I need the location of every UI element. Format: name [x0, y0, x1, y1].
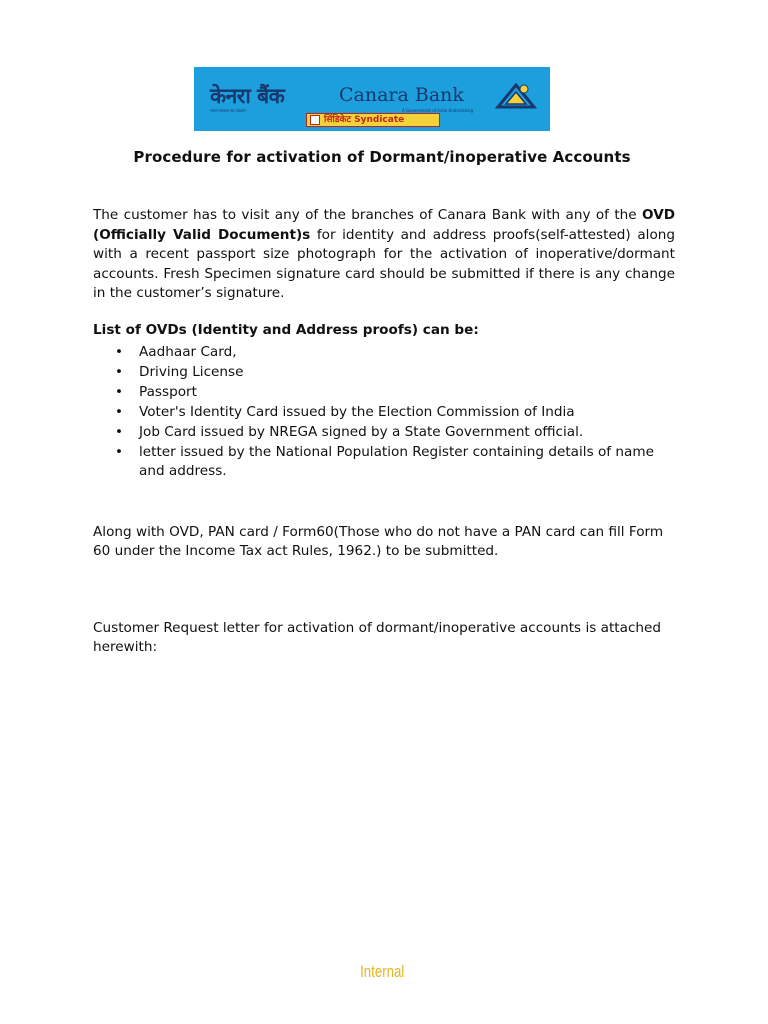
- syndicate-emblem-icon: [310, 115, 320, 125]
- bullet: •: [115, 404, 124, 420]
- ovd-list-heading: List of OVDs (Identity and Address proofs) can be:: [93, 322, 479, 338]
- list-item: [93, 383, 693, 402]
- list-item-text: Aadhaar Card,: [139, 344, 237, 360]
- list-item: [93, 443, 677, 482]
- intro-text-before: The customer has to visit any of the branches of Canara Bank with any of the: [93, 207, 642, 223]
- list-item-text: Voter's Identity Card issued by the Election Commission of India: [139, 404, 575, 420]
- pan-paragraph: Along with OVD, PAN card / Form60(Those who do not have a PAN card can fill Form 60 under the Income Tax act Rules, 1962.) to be submitted.: [93, 524, 664, 559]
- logo-hindi-name: केनरा बैंक: [210, 83, 285, 108]
- list-item: [93, 403, 693, 422]
- bullet: •: [115, 344, 124, 360]
- bullet: •: [115, 384, 124, 400]
- bullet: •: [115, 424, 124, 440]
- list-item: [93, 423, 693, 442]
- intro-text-after: for identity and address proofs(self-attested) along with a recent passport size photograph for the activation of inoperative/dormant accounts. Fresh Specimen signature card should be submitted if there is any change in the customer’s signature.: [93, 226, 676, 302]
- logo-english-name: Canara Bank: [339, 84, 464, 106]
- logo-hindi-tagline: भारत सरकार का उपक्रम: [210, 108, 246, 113]
- ovd-list: [93, 343, 693, 482]
- bullet: •: [115, 364, 124, 380]
- list-item: [93, 343, 693, 362]
- list-item-text: Job Card issued by NREGA signed by a State Government official.: [139, 424, 584, 440]
- canara-bank-logo: [194, 67, 550, 131]
- intro-paragraph: [93, 206, 675, 304]
- ovd-term: OVD (Officially Valid Document)s: [93, 207, 675, 243]
- list-item-text: letter issued by the National Population Register containing details of name and address.: [139, 444, 654, 480]
- logo-english-tagline: A Government of India Undertaking: [402, 108, 474, 113]
- list-item-text: Driving License: [139, 364, 244, 380]
- syndicate-badge: [306, 113, 440, 127]
- list-item: [93, 363, 693, 382]
- bullet: •: [115, 444, 124, 460]
- internal-classification-label: Internal: [360, 962, 405, 981]
- canara-triangle-icon: [494, 81, 538, 109]
- list-item-text: Passport: [139, 384, 197, 400]
- request-letter-paragraph: Customer Request letter for activation of dormant/inoperative accounts is attached herewith:: [93, 620, 662, 655]
- syndicate-label: सिंडिकेट Syndicate: [324, 115, 405, 125]
- document-title: Procedure for activation of Dormant/inoperative Accounts: [133, 148, 631, 166]
